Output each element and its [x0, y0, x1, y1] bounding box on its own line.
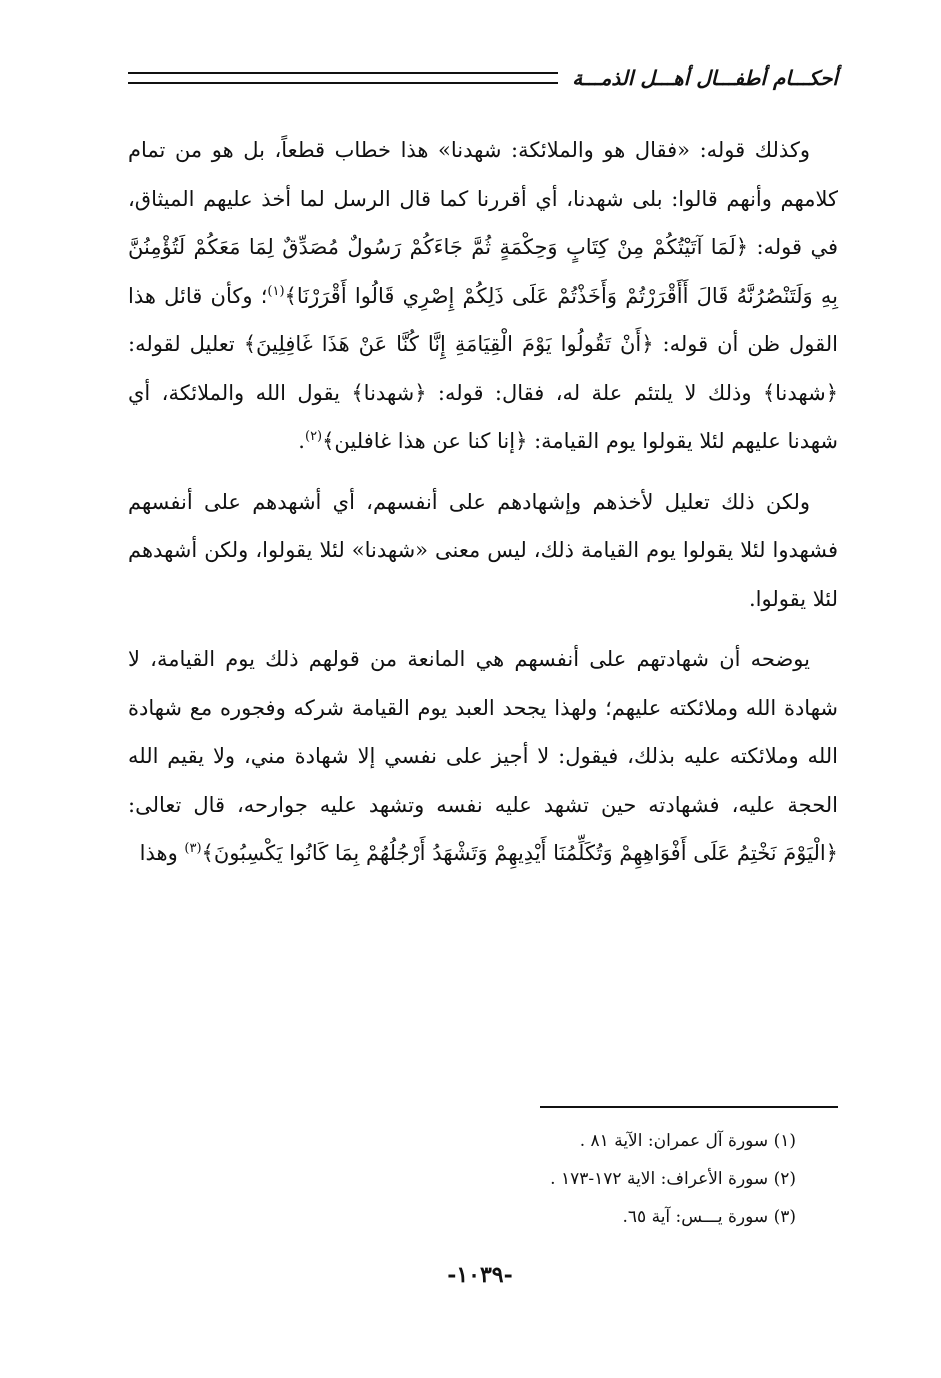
paragraph: [128, 478, 838, 624]
footnote-separator: [540, 1106, 838, 1108]
footnote-reference: (١): [267, 283, 285, 299]
footnote-reference: (٣): [184, 841, 202, 856]
text-run: ؛ وكأن قائل هذا القول ظن أن قوله:: [128, 283, 839, 356]
text-run: يوضحه أن شهادتهم على أنفسهم هي المانعة من قولهم ذلك يوم القيامة، لا شهادة الله وملائكته عليهم؛ ولهذا يجحد العبد يوم القيامة شركه وفجوره مع شهادة الله وملائكته عليه بذلك، فيقول: لا أجيز على نفسي إلا شهادة مني، ولا يقيم الله الحجة عليه، فشهادته حين تشهد عليه نفسه وتشهد عليه جوارحه، قال تعالى:: [128, 647, 838, 817]
quran-verse: ﴿الْيَوْمَ نَخْتِمُ عَلَى أَفْوَاهِهِمْ وَتُكَلِّمُنَا أَيْدِيهِمْ وَتَشْهَدُ أَرْجُلُهُمْ بِمَا كَانُوا يَكْسِبُونَ﴾: [201, 841, 838, 865]
text-run: ولكن ذلك تعليل لأخذهم وإشهادهم على أنفسهم، أي أشهدهم على أنفسهم فشهدوا لئلا يقولوا يوم القيامة ذلك، ليس معنى «شهدنا» لئلا يقولوا، ولكن أشهدهم لئلا يقولوا.: [128, 489, 838, 611]
main-text: [128, 126, 838, 890]
paragraph: [128, 126, 838, 466]
footnote: (٣) سورة يـــس: آية ٦٥.: [622, 1207, 796, 1227]
paragraph: [128, 635, 838, 878]
text-run: وهذا: [139, 841, 185, 865]
page-number: -١٠٣٩-: [447, 1262, 513, 1288]
running-header: [128, 60, 838, 96]
header-double-rule: [128, 72, 558, 84]
footnote: (١) سورة آل عمران: الآية ٨١ .: [579, 1131, 796, 1151]
text-run: .: [298, 429, 305, 453]
header-title: أحكـــام أطفـــال أهـــل الذمـــة: [572, 66, 838, 90]
footnotes: [128, 1122, 796, 1236]
text-run: وكذلك قوله: «فقال هو والملائكة: شهدنا» هذا خطاب قطعاً، بل هو من تمام كلامهم وأنهم قالوا: بلى شهدنا، أي أقررنا كما قال الرسل لما أخذ عليهم الميثاق، في قوله:: [128, 138, 838, 259]
footnote-reference: (٢): [304, 429, 323, 444]
text-run: تعليل لقوله: ﴿شهدنا﴾ وذلك لا يلتئم علة له، فقال: قوله: ﴿شهدنا﴾ يقول الله والملائكة، أي شهدنا عليهم لئلا يقولوا يوم القيامة: ﴿إنا كنا عن هذا غافلين﴾: [128, 332, 838, 453]
footnote: (٢) سورة الأعراف: الاية ١٧٢-١٧٣ .: [550, 1169, 796, 1189]
quran-verse: ﴿أَنْ تَقُولُوا يَوْمَ الْقِيَامَةِ إِنَّا كُنَّا عَنْ هَذَا غَافِلِينَ﴾: [243, 332, 654, 356]
quran-verse: ﴿لَمَا آتَيْتُكُمْ مِنْ كِتَابٍ وَحِكْمَةٍ ثُمَّ جَاءَكُمْ رَسُولٌ مُصَدِّقٌ لِمَا مَعَكُمْ لَتُؤْمِنُنَّ بِهِ وَلَتَنْصُرُنَّهُ قَالَ أَأَقْرَرْتُمْ وَأَخَذْتُمْ عَلَى ذَلِكُمْ إِصْرِي قَالُوا أَقْرَرْنَا﴾: [128, 235, 838, 308]
